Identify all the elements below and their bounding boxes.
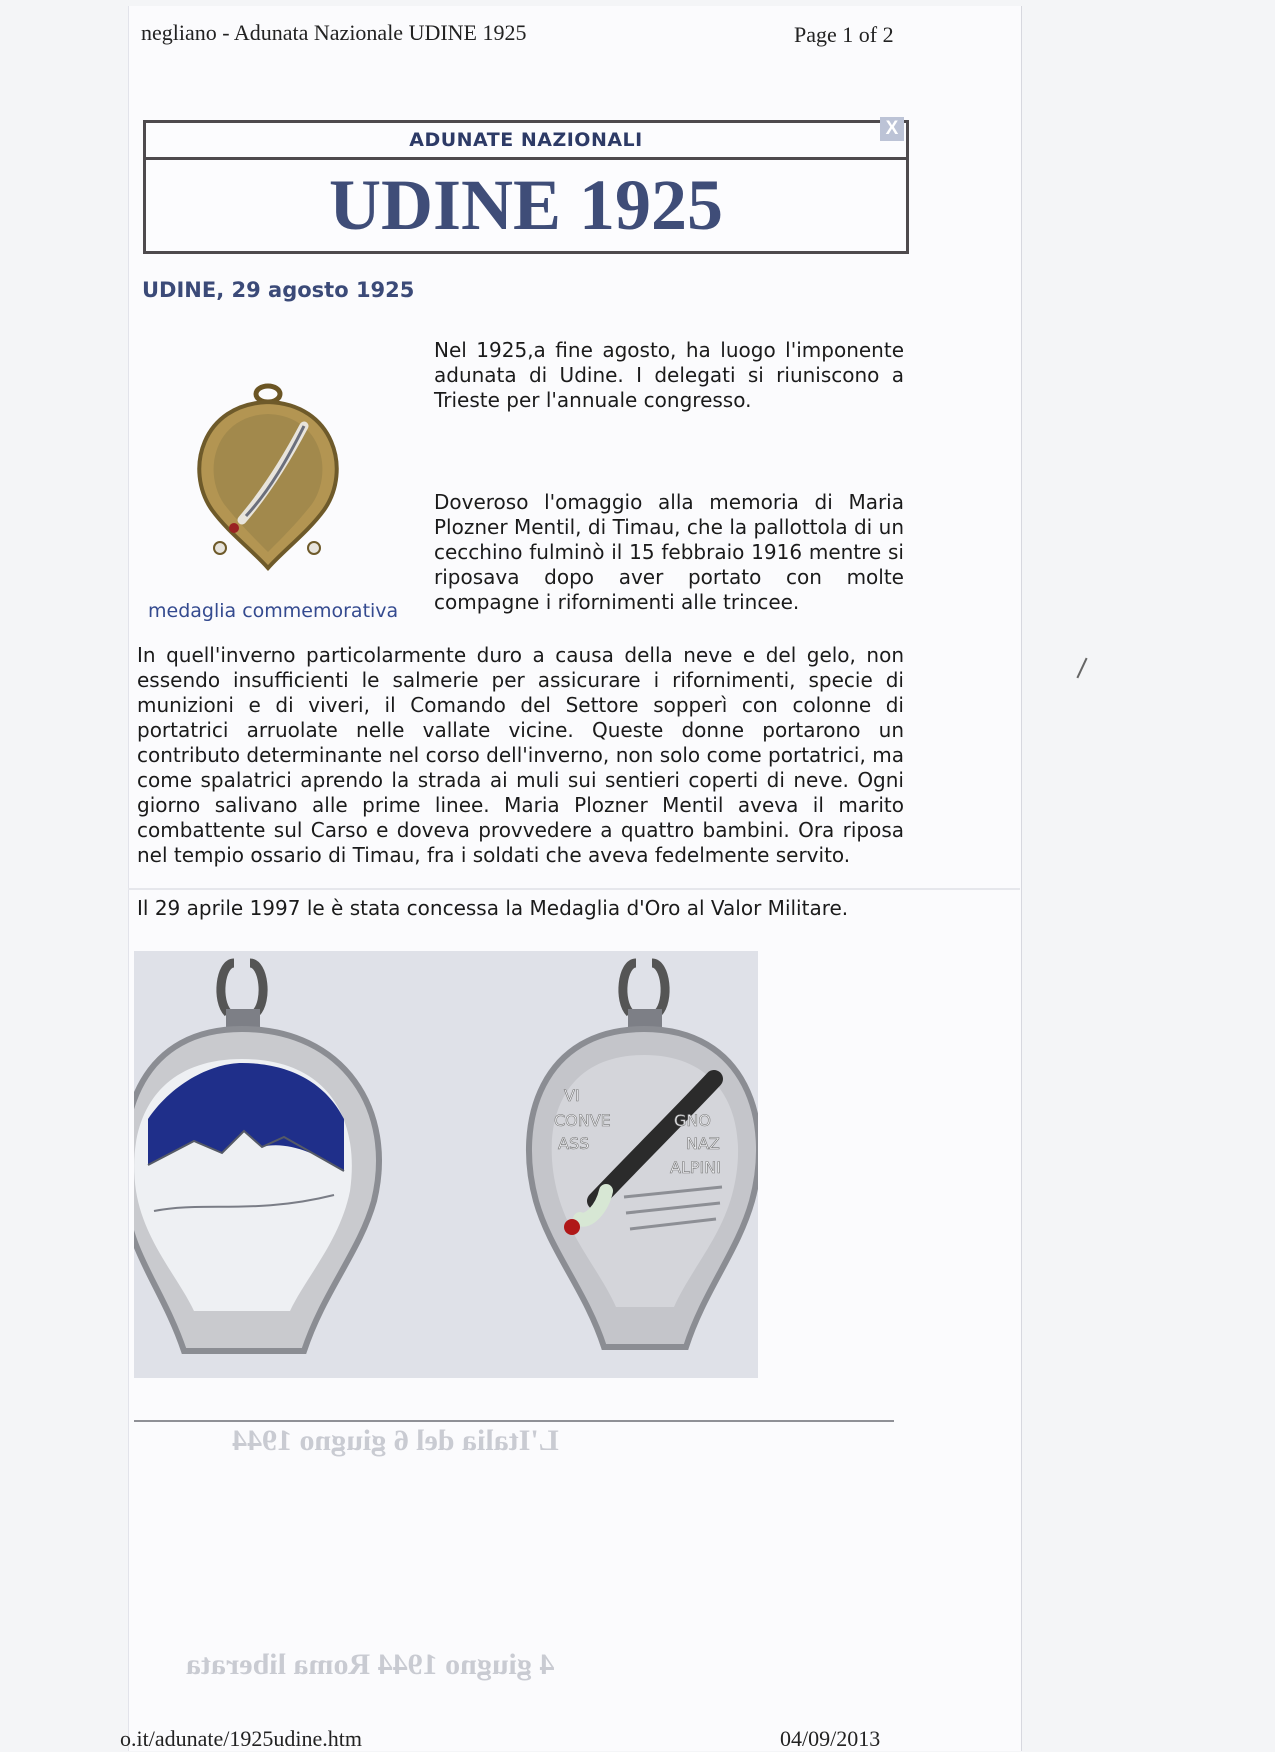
paragraph-award: Il 29 aprile 1997 le è stata concessa la Medaglia d'Oro al Valor Militare. <box>137 896 849 920</box>
svg-text:NAZ: NAZ <box>686 1134 720 1153</box>
banner-subtitle: ADUNATE NAZIONALI <box>409 129 643 151</box>
title-banner <box>143 120 909 254</box>
paragraph-history: In quell'inverno particolarmente duro a causa della neve e del gelo, non essendo insufficienti le salmerie per assicurare i rifornimenti, specie di munizioni e di viveri, il Comando del Settore sopperì con colonne di portatrici arruolate nelle vallate vicine. Queste donne portarono un contributo determinante nel corso dell'inverno, non solo come portatrici, ma come spalatrici aprendo la strada ai muli sui sentieri coperti di neve. Ogni giorno salivano alle prime linee. Maria Plozner Mentil aveva il marito combattente sul Carso e doveva provvedere a quattro bambini. Ora riposa nel tempio ossario di Timau, fra i soldati che aveva fedelmente servito. <box>137 643 904 867</box>
svg-text:ASS: ASS <box>558 1134 590 1153</box>
paper-fold-line <box>128 888 1020 890</box>
print-header-title: negliano - Adunata Nazionale UDINE 1925 <box>141 20 527 45</box>
print-page-number: Page 1 of 2 <box>794 22 894 47</box>
print-footer-url: o.it/adunate/1925udine.htm <box>120 1726 362 1751</box>
svg-text:GNO: GNO <box>674 1111 711 1130</box>
horizontal-rule <box>134 1420 894 1422</box>
print-footer-date: 04/09/2013 <box>780 1726 881 1751</box>
svg-text:VI: VI <box>564 1086 580 1105</box>
bleed-through-text: L'Italia del 6 giugno 1944 <box>232 1424 559 1457</box>
paragraph-intro: Nel 1925,a fine agosto, ha luogo l'imponente adunata di Udine. I delegati si riuniscono a Trieste per l'annuale congresso. <box>434 338 904 412</box>
article-dateline: UDINE, 29 agosto 1925 <box>142 278 415 302</box>
svg-text:ALPINI: ALPINI <box>670 1158 721 1177</box>
medal-photo <box>134 951 758 1378</box>
svg-text:CONVE: CONVE <box>554 1111 611 1130</box>
pen-mark <box>1076 658 1087 679</box>
banner-divider <box>146 157 906 160</box>
banner-title: UDINE 1925 <box>328 165 724 245</box>
paragraph-homage: Doveroso l'omaggio alla memoria di Maria Plozner Mentil, di Timau, che la pallottola di un cecchino fulminò il 15 febbraio 1916 mentre si riposava dopo aver portato con molte compagne i rifornimenti alle trincee. <box>434 490 904 614</box>
image-caption: medaglia commemorativa <box>148 600 399 622</box>
bleed-through-text: 4 giugno 1944 Roma liberata <box>186 1648 555 1681</box>
close-button[interactable]: X <box>880 117 904 141</box>
scanned-page <box>128 6 1022 1751</box>
commemorative-medal-image <box>184 380 352 576</box>
